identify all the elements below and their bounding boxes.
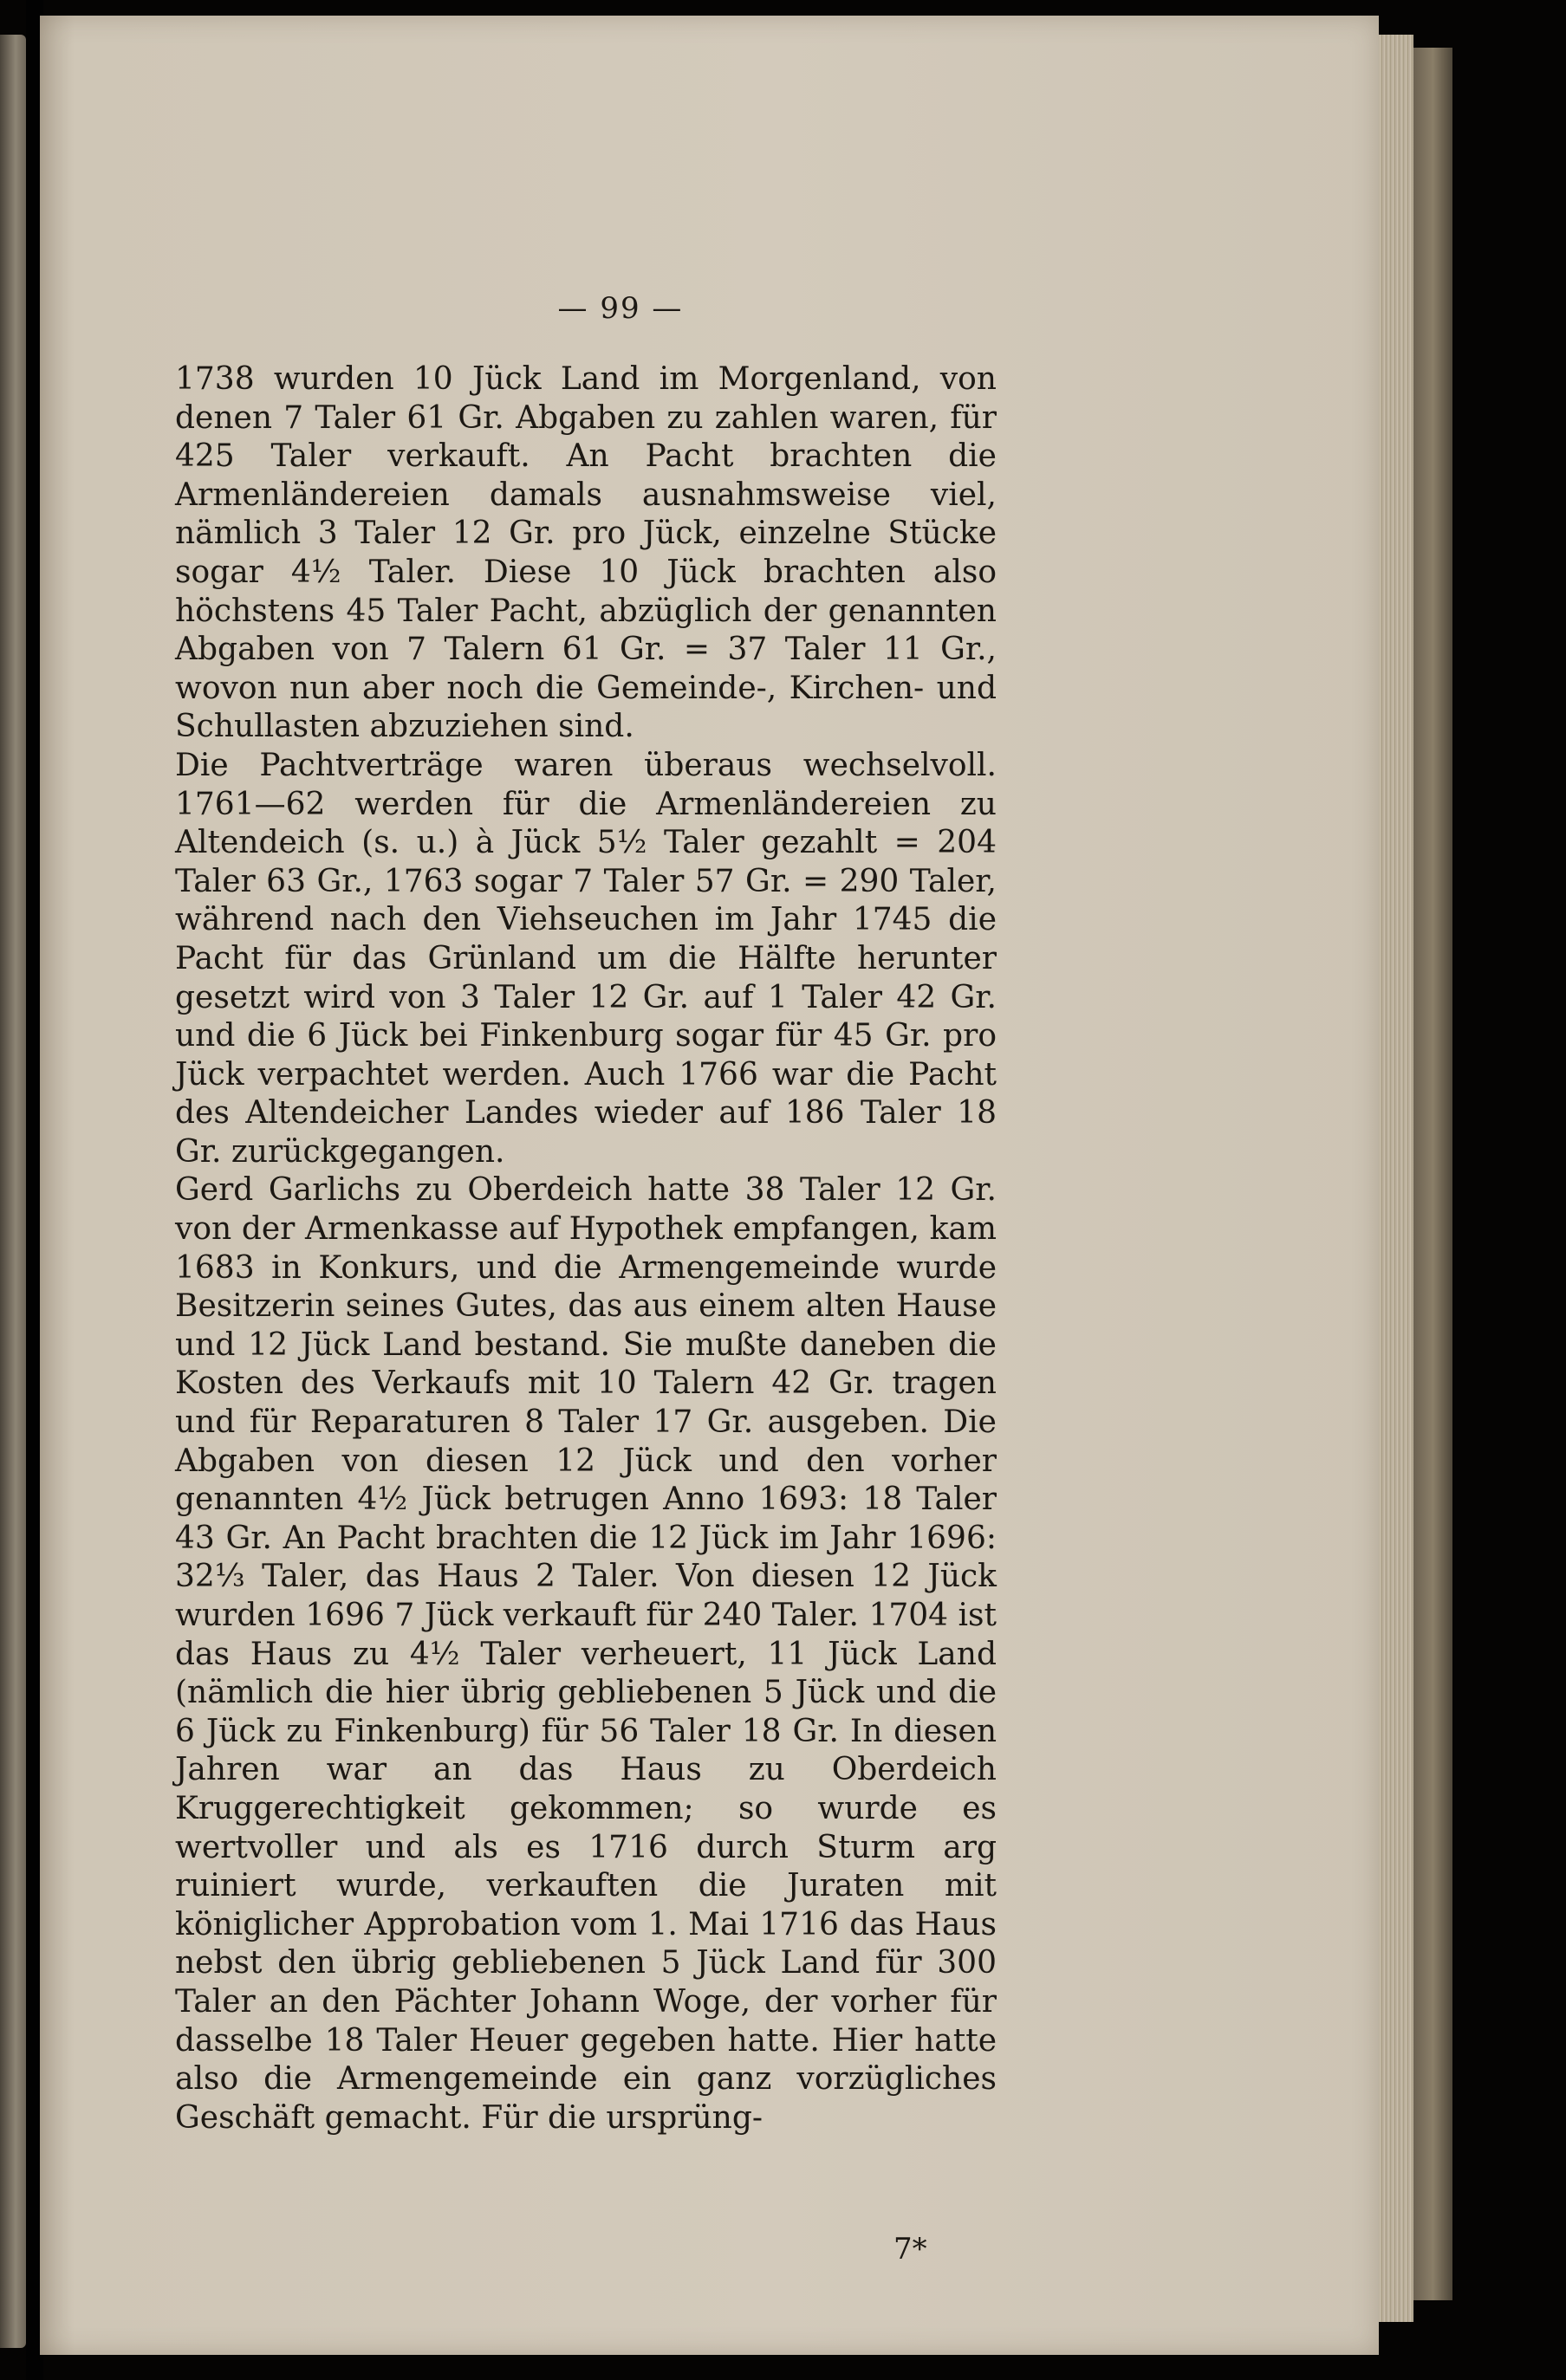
left-page-edge xyxy=(0,35,26,2348)
paragraph-1: 1738 wurden 10 Jück Land im Morgenland, von denen 7 Taler 61 Gr. Abgaben zu zahlen waren, für 425 Taler verkauft. An Pacht brachten die Armenländereien damals ausnahmsweise viel, nämlich 3 Taler 12 Gr. pro Jück, einzelne Stücke sogar 4½ Taler. Diese 10 Jück brachten also höchstens 45 Taler Pacht, abzüglich der genannten Abgaben von 7 Talern 61 Gr. = 37 Taler 11 Gr., wovon nun aber noch die Gemeinde-, Kirchen- und Schullasten abzuziehen sind. xyxy=(175,361,997,745)
paragraph-2: Die Pachtverträge waren überaus wechselvoll. 1761—62 werden für die Armenländereien zu Altendeich (s. u.) à Jück 5½ Taler gezahlt = 204 Taler 63 Gr., 1763 sogar 7 Taler 57 Gr. = 290 Taler, während nach den Viehseuchen im Jahr 1745 die Pacht für das Grünland um die Hälfte herunter gesetzt wird von 3 Taler 12 Gr. auf 1 Taler 42 Gr. und die 6 Jück bei Finkenburg sogar für 45 Gr. pro Jück verpachtet werden. Auch 1766 war die Pacht des Altendeicher Landes wieder auf 186 Taler 18 Gr. zurückgegangen. xyxy=(175,747,997,1170)
page-stack-edge xyxy=(1379,35,1413,2322)
signature-mark: 7* xyxy=(893,2232,927,2267)
book-page xyxy=(40,16,1379,2355)
page-number: — 99 — xyxy=(557,291,684,326)
cover-edge xyxy=(1413,48,1452,2300)
body-text xyxy=(175,360,997,2137)
paragraph-3: Gerd Garlichs zu Oberdeich hatte 38 Taler 12 Gr. von der Armenkasse auf Hypothek empfangen, kam 1683 in Konkurs, und die Armengemeinde wurde Besitzerin seines Gutes, das aus einem alten Hause und 12 Jück Land bestand. Sie mußte daneben die Kosten des Verkaufs mit 10 Talern 42 Gr. tragen und für Reparaturen 8 Taler 17 Gr. ausgeben. Die Abgaben von diesen 12 Jück und den vorher genannten 4½ Jück betrugen Anno 1693: 18 Taler 43 Gr. An Pacht brachten die 12 Jück im Jahr 1696: 32⅓ Taler, das Haus 2 Taler. Von diesen 12 Jück wurden 1696 7 Jück verkauft für 240 Taler. 1704 ist das Haus zu 4½ Taler verheuert, 11 Jück Land (nämlich die hier übrig gebliebenen 5 Jück und die 6 Jück zu Finkenburg) für 56 Taler 18 Gr. In diesen Jahren war an das Haus zu Oberdeich Kruggerechtigkeit gekommen; so wurde es wertvoller und als es 1716 durch Sturm arg ruiniert wurde, verkauften die Juraten mit königlicher Approbation vom 1. Mai 1716 das Haus nebst den übrig gebliebenen 5 Jück Land für 300 Taler an den Pächter Johann Woge, der vorher für dasselbe 18 Taler Heuer gegeben hatte. Hier hatte also die Armengemeinde ein ganz vorzügliches Geschäft gemacht. Für die ursprüng- xyxy=(175,1172,997,2136)
